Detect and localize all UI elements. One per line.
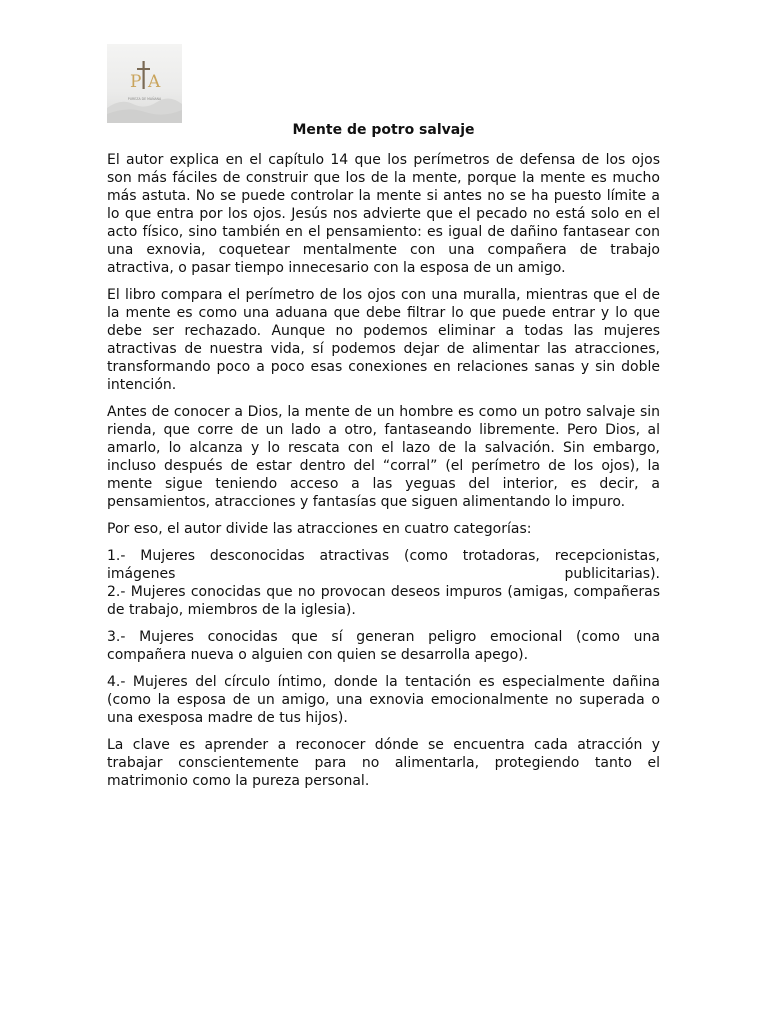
closing-paragraph: La clave es aprender a reconocer dónde se encuentra cada atracción y trabajar conscientemente para no alimentarla, protegiendo tanto el matrimonio como la pureza personal. <box>107 737 660 789</box>
list-item-3: 3.- Mujeres conocidas que sí generan peligro emocional (como una compañera nueva o alguien con quien se desarrolla apego). <box>107 629 660 663</box>
logo-tagline: PUREZA DE MAÑANA <box>127 97 162 101</box>
document-title: Mente de potro salvaje <box>292 122 475 138</box>
logo-letter-p: P <box>130 72 142 92</box>
list-item-4: 4.- Mujeres del círculo íntimo, donde la tentación es especialmente dañina (como la esposa de un amigo, una exnovia emocionalmente no superada o una exesposa madre de tus hijos). <box>107 674 660 726</box>
list-item-2: 2.- Mujeres conocidas que no provocan deseos impuros (amigas, compañeras de trabajo, miembros de la iglesia). <box>107 584 660 618</box>
paragraph-3: Antes de conocer a Dios, la mente de un hombre es como un potro salvaje sin rienda, que corre de un lado a otro, fantaseando libremente. Pero Dios, al amarlo, lo alcanza y lo rescata con el lazo de la salvación. Sin embargo, incluso después de estar dentro del “corral” (el perímetro de los ojos), la mente sigue teniendo acceso a las yeguas del interior, es decir, a pensamientos, atracciones y fantasías que siguen alimentando lo impuro. <box>107 404 660 510</box>
logo-letter-a: A <box>148 72 161 92</box>
document-body <box>107 121 660 799</box>
list-item-1: 1.- Mujeres desconocidas atractivas (como trotadoras, recepcionistas, imágenes publicitarias). <box>107 548 660 582</box>
category-list-block-1 <box>107 547 660 619</box>
paragraph-4: Por eso, el autor divide las atracciones en cuatro categorías: <box>107 521 532 537</box>
organization-logo <box>107 44 182 123</box>
logo-graphic <box>107 44 182 123</box>
paragraph-1: El autor explica en el capítulo 14 que los perímetros de defensa de los ojos son más fáciles de construir que los de la mente, porque la mente es mucho más astuta. No se puede controlar la mente si antes no se ha puesto límite a lo que entra por los ojos. Jesús nos advierte que el pecado no está solo en el acto físico, sino también en el pensamiento: es igual de dañino fantasear con una exnovia, coquetear mentalmente con una compañera de trabajo atractiva, o pasar tiempo innecesario con la esposa de un amigo. <box>107 152 660 276</box>
paragraph-2: El libro compara el perímetro de los ojos con una muralla, mientras que el de la mente es como una aduana que debe filtrar lo que puede entrar y lo que debe ser rechazado. Aunque no podemos eliminar a todas las mujeres atractivas de nuestra vida, sí podemos dejar de alimentar las atracciones, transformando poco a poco esas conexiones en relaciones sanas y sin doble intención. <box>107 287 660 393</box>
cross-icon <box>143 61 145 89</box>
